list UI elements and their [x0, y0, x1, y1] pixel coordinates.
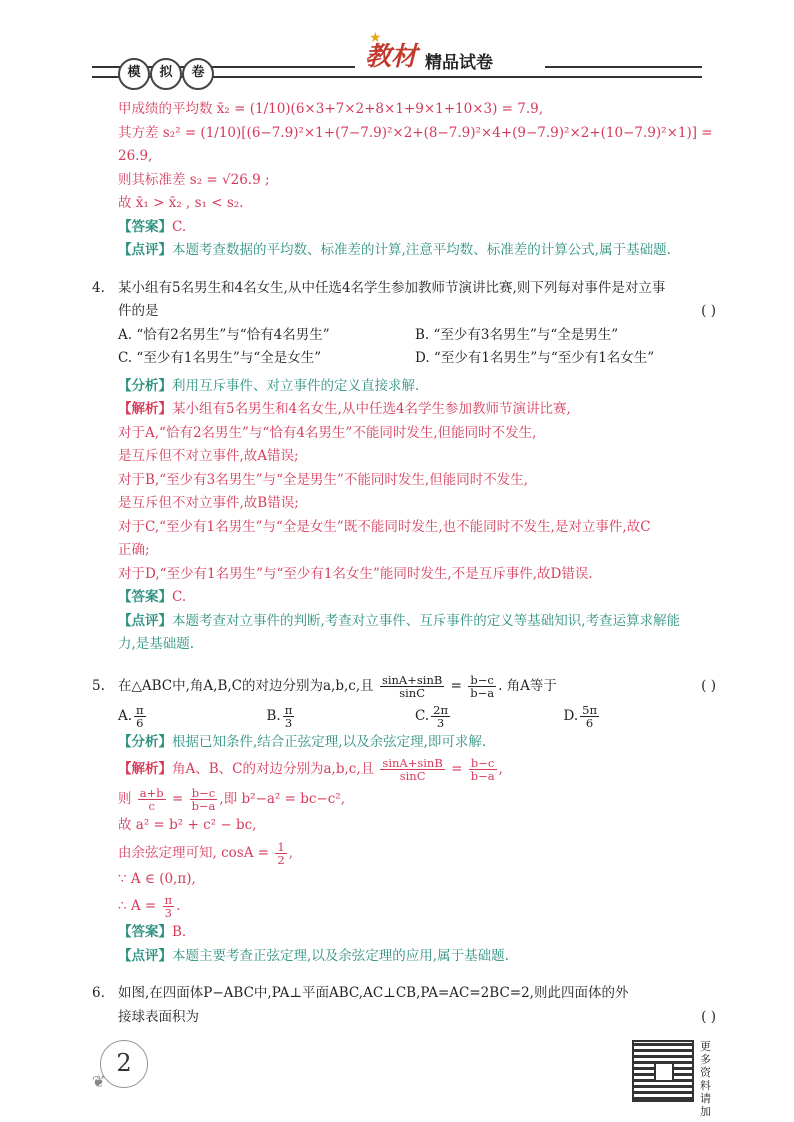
q4-solution-line: 对于D,“至少有1名男生”与“至少有1名女生”能同时发生,不是互斥事件,故D错误.	[118, 565, 593, 582]
prev-comment: 【点评】本题考查数据的平均数、标准差的计算,注意平均数、标准差的计算公式,属于基础题.	[118, 242, 671, 258]
q4-solution-line: 正确;	[118, 542, 150, 558]
options-row-1	[92, 324, 712, 348]
brand-subtitle: 精品试卷	[425, 53, 493, 73]
brand-logo-text: 教材	[365, 42, 418, 72]
prev-answer: 【答案】C.	[118, 218, 187, 235]
q4-solution: 【解析】某小组有5名男生和4名女生,从中任选4名学生参加教师节演讲比赛,	[118, 401, 571, 417]
option-c: C. “至少有1名男生”与“全是女生”	[118, 350, 322, 366]
q4-solution-line: 对于C,“至少有1名男生”与“全是女生”既不能同时发生,也不能同时不发生,是对立事件,故C	[118, 518, 651, 535]
question-number: 6.	[92, 985, 105, 1001]
q4-comment: 【点评】本题考查对立事件的判断,考查对立事件、互斥事件的定义等基础知识,考查运算求解能	[118, 612, 681, 629]
prev-solution	[92, 98, 712, 216]
question-number: 5.	[92, 677, 105, 694]
prev-line-1: 甲成绩的平均数 x̄₂ = (1/10)(6×3+7×2+8×1+9×1+10×3) = 7.9,	[118, 101, 544, 117]
answer-paren: ( )	[701, 1008, 716, 1025]
option-d: D. “至少有1名男生”与“至少有1名女生”	[415, 350, 655, 366]
q4-solution-line: 对于B,“至少有3名男生”与“全是男生”不能同时发生,但能同时不发生,	[118, 471, 528, 488]
options-row-2	[92, 347, 712, 371]
option-a: A. $\frac{\pi}{6}$	[118, 702, 144, 730]
q5-solution: 【解析】角A、B、C的对边分别为a,b,c,且 $\frac{\sin A+\sin B}{\sin C}$ = $\frac{b-c}{b-a}$ ,	[118, 756, 503, 783]
q4-solution-line: 是互斥但不对立事件,故B错误;	[118, 495, 299, 511]
q5-solution-line: ∴ A = $\frac{\pi}{3}$ .	[118, 893, 181, 920]
question-4: 4. 某小组有5名男生和4名女生,从中任选4名学生参加教师节演讲比赛,则下列每对事件是对立事 件的是 ( ) A. “恰有2名男生”与“恰有4名男生” B. “至少有3名男生”与“全是男生” C. “至少有1名男生”与“全是女生” D. “至少有1名男生”与“至少有1名女生”	[92, 277, 712, 371]
option-c: C. $\frac{2\pi}{3}$	[415, 702, 449, 730]
q5-solution-line: 由余弦定理可知, cosA = $\frac{1}{2}$ ,	[118, 839, 293, 867]
q5-comment: 【点评】本题主要考查正弦定理,以及余弦定理的应用,属于基础题.	[118, 947, 509, 964]
q5-analysis: 【分析】根据已知条件,结合正弦定理,以及余弦定理,即可求解.	[118, 733, 487, 750]
prev-line-4: 则其标准差 s₂ = √26.9 ;	[118, 171, 270, 188]
options-row	[92, 701, 712, 731]
answer-paren: ( )	[701, 303, 716, 319]
question-number: 4.	[92, 279, 105, 296]
q5-answer: 【答案】B.	[118, 924, 187, 940]
option-b: B. “至少有3名男生”与“全是男生”	[415, 326, 619, 343]
question-stem: 某小组有5名男生和4名女生,从中任选4名学生参加教师节演讲比赛,则下列每对事件是对立事	[118, 279, 666, 296]
answer-paren: ( )	[701, 677, 716, 694]
question-stem: 如图,在四面体P−ABC中,PA⊥平面ABC,AC⊥CB,PA=AC=2BC=2,则此四面体的外	[118, 985, 629, 1001]
q5-solution-line: 则 $\frac{a+b}{c}$ = $\frac{b-c}{b-a}$ ,即 b²−a² = bc−c²,	[118, 786, 346, 813]
fraction: $\frac{\sin A+\sin B}{\sin C}$	[381, 672, 443, 700]
prev-line-3: 26.9,	[118, 148, 153, 164]
option-d: D. $\frac{5\pi}{6}$	[563, 702, 598, 730]
q4-comment-cont: 力,是基础题.	[118, 636, 195, 652]
page-number: 2	[100, 1040, 148, 1088]
q5-solution-line: ∵ A ∈ (0,π),	[118, 870, 196, 887]
brand-logo	[355, 30, 545, 76]
fraction: $\frac{b-c}{b-a}$	[470, 672, 495, 700]
question-5: 5. 在△ABC中,角A,B,C的对边分别为a,b,c,且 $\frac{\sin A+\sin B}{\sin C}$ = $\frac{b-c}{b-a}$ . 角A等于 ( ) A. $\frac{\pi}{6}$ B. $\frac{\pi}{3}$ C. $\frac{2\pi}{3}$ D. $\frac{5\pi}{6}$	[92, 672, 716, 730]
question-stem: 在△ABC中,角A,B,C的对边分别为a,b,c,且	[118, 677, 374, 694]
prev-line-2: 其方差 s₂² = (1/10)[(6−7.9)²×1+(7−7.9)²×2+(8−7.9)²×4+(9−7.9)²×2+(10−7.9)²×1)] =	[118, 124, 713, 141]
q4-analysis: 【分析】利用互斥事件、对立事件的定义直接求解.	[118, 377, 420, 394]
option-a: A. “恰有2名男生”与“恰有4名男生”	[118, 326, 330, 343]
leaf-icon: ❦	[92, 1072, 106, 1091]
star-icon: ★	[369, 30, 382, 46]
q4-solution-line: 是互斥但不对立事件,故A错误;	[118, 448, 299, 464]
header-badge-1: 模	[118, 58, 150, 90]
qr-caption: 更多资料请加	[700, 1040, 711, 1118]
page-content	[92, 98, 716, 1029]
q5-solution-line: 故 a² = b² + c² − bc,	[118, 817, 257, 833]
q4-solution-line: 对于A,“恰有2名男生”与“恰有4名男生”不能同时发生,但能同时不发生,	[118, 424, 537, 441]
prev-line-5: 故 x̄₁ > x̄₂ , s₁ < s₂.	[118, 195, 244, 211]
header-badge-2: 拟	[150, 58, 182, 90]
q4-answer: 【答案】C.	[118, 589, 187, 605]
option-b: B. $\frac{\pi}{3}$	[266, 702, 293, 730]
page-header	[0, 0, 794, 100]
question-6: 6. 如图,在四面体P−ABC中,PA⊥平面ABC,AC⊥CB,PA=AC=2BC=2,则此四面体的外 接球表面积为 ( )	[92, 982, 712, 1029]
header-badge-3: 卷	[182, 58, 214, 90]
qr-code-icon	[632, 1040, 694, 1102]
